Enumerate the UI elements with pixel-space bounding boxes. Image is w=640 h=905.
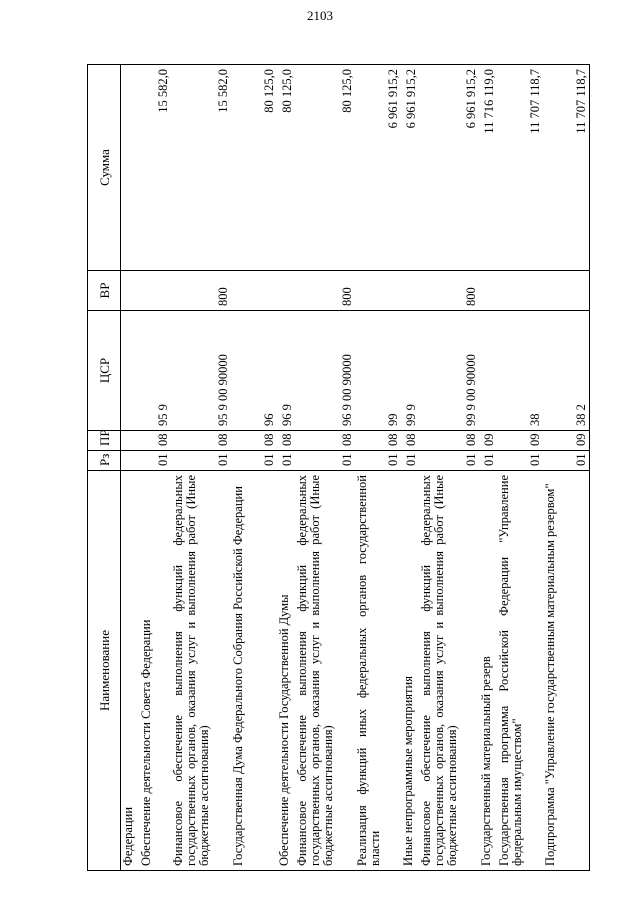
row-pr: 08: [277, 431, 295, 451]
table-row: [497, 65, 543, 871]
row-sum: 11 716 119,0: [479, 65, 497, 271]
row-name: Реализация функций иных федеральных органов государственной власти: [355, 471, 401, 871]
row-pr: 08: [355, 431, 401, 451]
row-vr: 800: [171, 271, 231, 311]
row-csr: 38 2: [543, 311, 590, 431]
row-name: Финансовое обеспечение выполнения функций федеральных государственных органов, оказания услуг и выполнения работ (Иные бюджетные ассигнования): [295, 471, 355, 871]
row-vr: [543, 271, 590, 311]
row-vr: [139, 271, 171, 311]
row-sum: [121, 65, 140, 271]
row-rz: [121, 451, 140, 471]
row-vr: 800: [295, 271, 355, 311]
row-sum: 80 125,0: [231, 65, 277, 271]
budget-table: [87, 64, 590, 871]
row-sum: 11 707 118,7: [497, 65, 543, 271]
row-pr: 08: [231, 431, 277, 451]
row-rz: 01: [139, 451, 171, 471]
row-rz: 01: [231, 451, 277, 471]
row-name: Обеспечение деятельности Совета Федерации: [139, 471, 171, 871]
table-header-row: [88, 65, 121, 871]
row-sum: 80 125,0: [295, 65, 355, 271]
table-row: [479, 65, 497, 871]
row-vr: [121, 271, 140, 311]
table-row: [401, 65, 419, 871]
row-vr: [277, 271, 295, 311]
row-csr: 99: [355, 311, 401, 431]
row-sum: 15 582,0: [171, 65, 231, 271]
row-pr: 08: [419, 431, 479, 451]
header-rz: Рз: [88, 451, 121, 471]
row-csr: 99 9: [401, 311, 419, 431]
header-sum: Сумма: [88, 65, 121, 271]
header-name: Наименование: [88, 471, 121, 871]
row-sum: 6 961 915,2: [355, 65, 401, 271]
row-pr: 09: [497, 431, 543, 451]
header-pr: ПР: [88, 431, 121, 451]
row-vr: [401, 271, 419, 311]
row-pr: 09: [543, 431, 590, 451]
row-name: Государственный материальный резерв: [479, 471, 497, 871]
row-csr: 95 9: [139, 311, 171, 431]
row-vr: [231, 271, 277, 311]
row-vr: [355, 271, 401, 311]
page-number: 2103: [307, 8, 333, 23]
row-pr: 08: [401, 431, 419, 451]
row-rz: 01: [171, 451, 231, 471]
row-name: Обеспечение деятельности Государственной Думы: [277, 471, 295, 871]
row-rz: 01: [479, 451, 497, 471]
row-csr: [121, 311, 140, 431]
table-row: [277, 65, 295, 871]
row-sum: 80 125,0: [277, 65, 295, 271]
row-name: Финансовое обеспечение выполнения функций федеральных государственных органов, оказания услуг и выполнения работ (Иные бюджетные ассигнования): [171, 471, 231, 871]
row-name: Подпрограмма "Управление государственным материальным резервом": [543, 471, 590, 871]
table-row: [139, 65, 171, 871]
row-csr: 95 9 00 90000: [171, 311, 231, 431]
row-csr: 96 9 00 90000: [295, 311, 355, 431]
row-vr: [497, 271, 543, 311]
row-rz: 01: [543, 451, 590, 471]
header-vr: ВР: [88, 271, 121, 311]
table-row: [231, 65, 277, 871]
row-rz: 01: [277, 451, 295, 471]
table-row: [171, 65, 231, 871]
row-rz: 01: [295, 451, 355, 471]
row-csr: 96: [231, 311, 277, 431]
row-pr: 08: [171, 431, 231, 451]
row-rz: 01: [401, 451, 419, 471]
header-csr: ЦСР: [88, 311, 121, 431]
row-name: Государственная Дума Федерального Собрания Российской Федерации: [231, 471, 277, 871]
table-row: [543, 65, 590, 871]
row-name: Финансовое обеспечение выполнения функций федеральных государственных органов, оказания услуг и выполнения работ (Иные бюджетные ассигнования): [419, 471, 479, 871]
row-name: Федерации: [121, 471, 140, 871]
row-sum: 6 961 915,2: [401, 65, 419, 271]
table-row: [295, 65, 355, 871]
row-vr: 800: [419, 271, 479, 311]
row-sum: 11 707 118,7: [543, 65, 590, 271]
row-csr: 96 9: [277, 311, 295, 431]
row-pr: [121, 431, 140, 451]
row-rz: 01: [497, 451, 543, 471]
row-csr: 38: [497, 311, 543, 431]
row-sum: 15 582,0: [139, 65, 171, 271]
row-rz: 01: [419, 451, 479, 471]
rotated-table-container: [87, 65, 587, 871]
table-row: [419, 65, 479, 871]
row-csr: 99 9 00 90000: [419, 311, 479, 431]
row-name: Государственная программа Российской Федерации "Управление федеральным имуществом": [497, 471, 543, 871]
row-rz: 01: [355, 451, 401, 471]
row-vr: [479, 271, 497, 311]
row-name: Иные непрограммные мероприятия: [401, 471, 419, 871]
row-pr: 08: [295, 431, 355, 451]
row-sum: 6 961 915,2: [419, 65, 479, 271]
row-pr: 09: [479, 431, 497, 451]
table-row: [355, 65, 401, 871]
row-pr: 08: [139, 431, 171, 451]
row-csr: [479, 311, 497, 431]
table-row: [121, 65, 140, 871]
